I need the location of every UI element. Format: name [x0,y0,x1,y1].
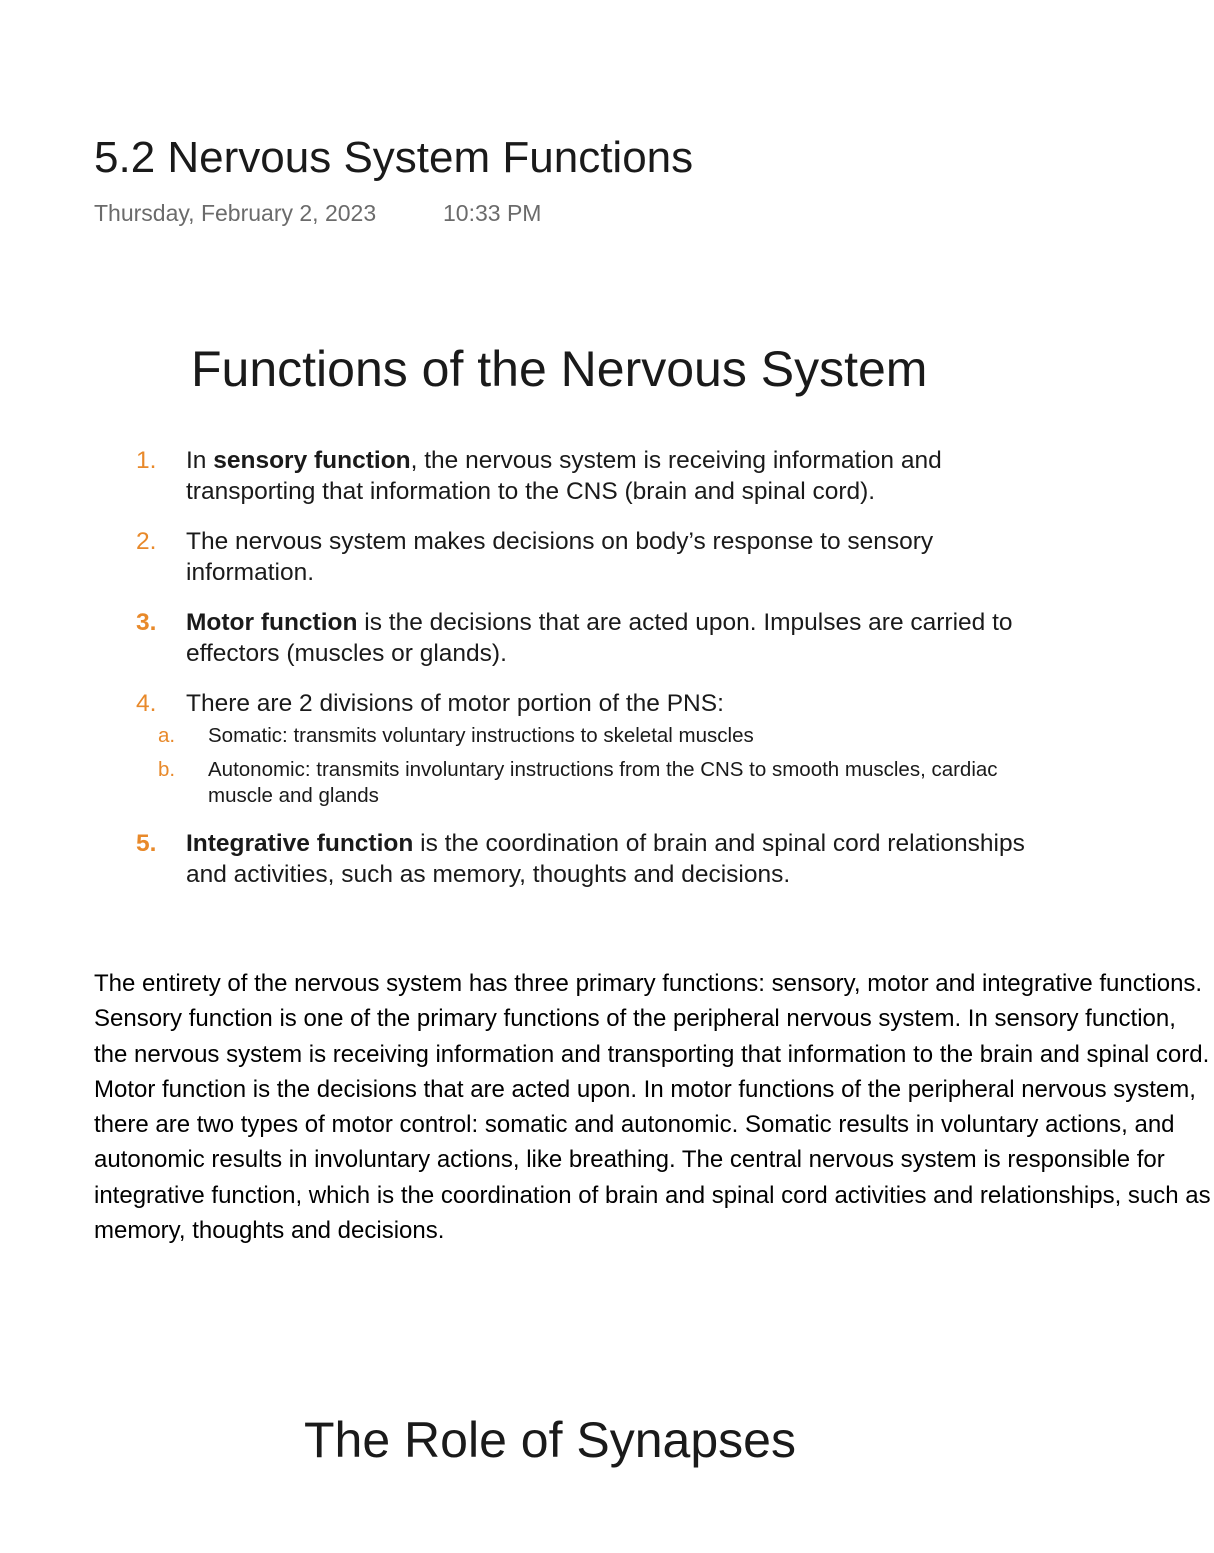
list-number: 2. [136,528,157,555]
page-title: 5.2 Nervous System Functions [94,133,694,182]
sub-list-letter: a. [158,724,176,747]
next-slide-image [300,1405,920,1468]
sub-item-text: Autonomic: transmits involuntary instructions from the CNS to smooth muscles, cardiac muscle and glands [208,758,998,807]
next-slide-title: The Role of Synapses [304,1412,796,1468]
sub-list-item [158,723,1030,749]
list-number: 3. [136,609,157,636]
item-text: , the nervous system is receiving information and transporting that information to the CNS (brain and spinal cord). [186,447,942,505]
notes-paragraph: Sensory function is one of the primary functions of the peripheral nervous system. In sensory function, the nervous system is receiving information and transporting that information to the brain and spinal cord. Motor function is the decisions that are acted upon. In motor functions of the peripheral nervous system, there are two types of motor control: somatic and autonomic. Somatic results in voluntary actions, and autonomic results in involuntary actions, like breathing. The central nervous system is responsible for integrative function, which is the coordination of brain and spinal cord activities and relationships, such as memory, thoughts and decisions. [94,1005,1211,1245]
item-text: There are 2 divisions of motor portion of the PNS: [186,690,724,717]
list-number: 5. [136,830,157,857]
list-number: 4. [136,690,157,717]
sub-list-letter: b. [158,758,176,781]
item-bold-term: sensory function [213,447,411,474]
item-text: is the coordination of brain and spinal cord relationships and activities, such as memory, thoughts and decisions. [186,830,1025,888]
list-item [130,445,1030,507]
item-text: is the decisions that are acted upon. Impulses are carried to effectors (muscles or glands). [186,609,1013,667]
list-item [130,828,1030,890]
item-text: The nervous system makes decisions on body’s response to sensory information. [186,528,934,586]
page-time: 10:33 PM [443,200,542,226]
list-item [130,607,1030,669]
sub-list-item [158,757,1030,809]
list-number: 1. [136,447,157,474]
sub-item-text: Somatic: transmits voluntary instructions to skeletal muscles [208,724,754,747]
slide-title: Functions of the Nervous System [191,341,928,397]
item-bold-term: Integrative function [186,830,414,857]
slide-image [130,330,1050,920]
item-bold-term: Motor function [186,609,358,636]
sub-list [158,723,1030,809]
item-text-start: In [186,447,214,474]
list-item [130,688,1030,809]
page-date: Thursday, February 2, 2023 [94,200,377,226]
notes-text [94,966,1214,1248]
list-item [130,526,1030,588]
functions-list [130,445,1030,909]
notes-intro: The entirety of the nervous system has three primary functions: sensory, motor and integrative functions. [94,970,1203,997]
